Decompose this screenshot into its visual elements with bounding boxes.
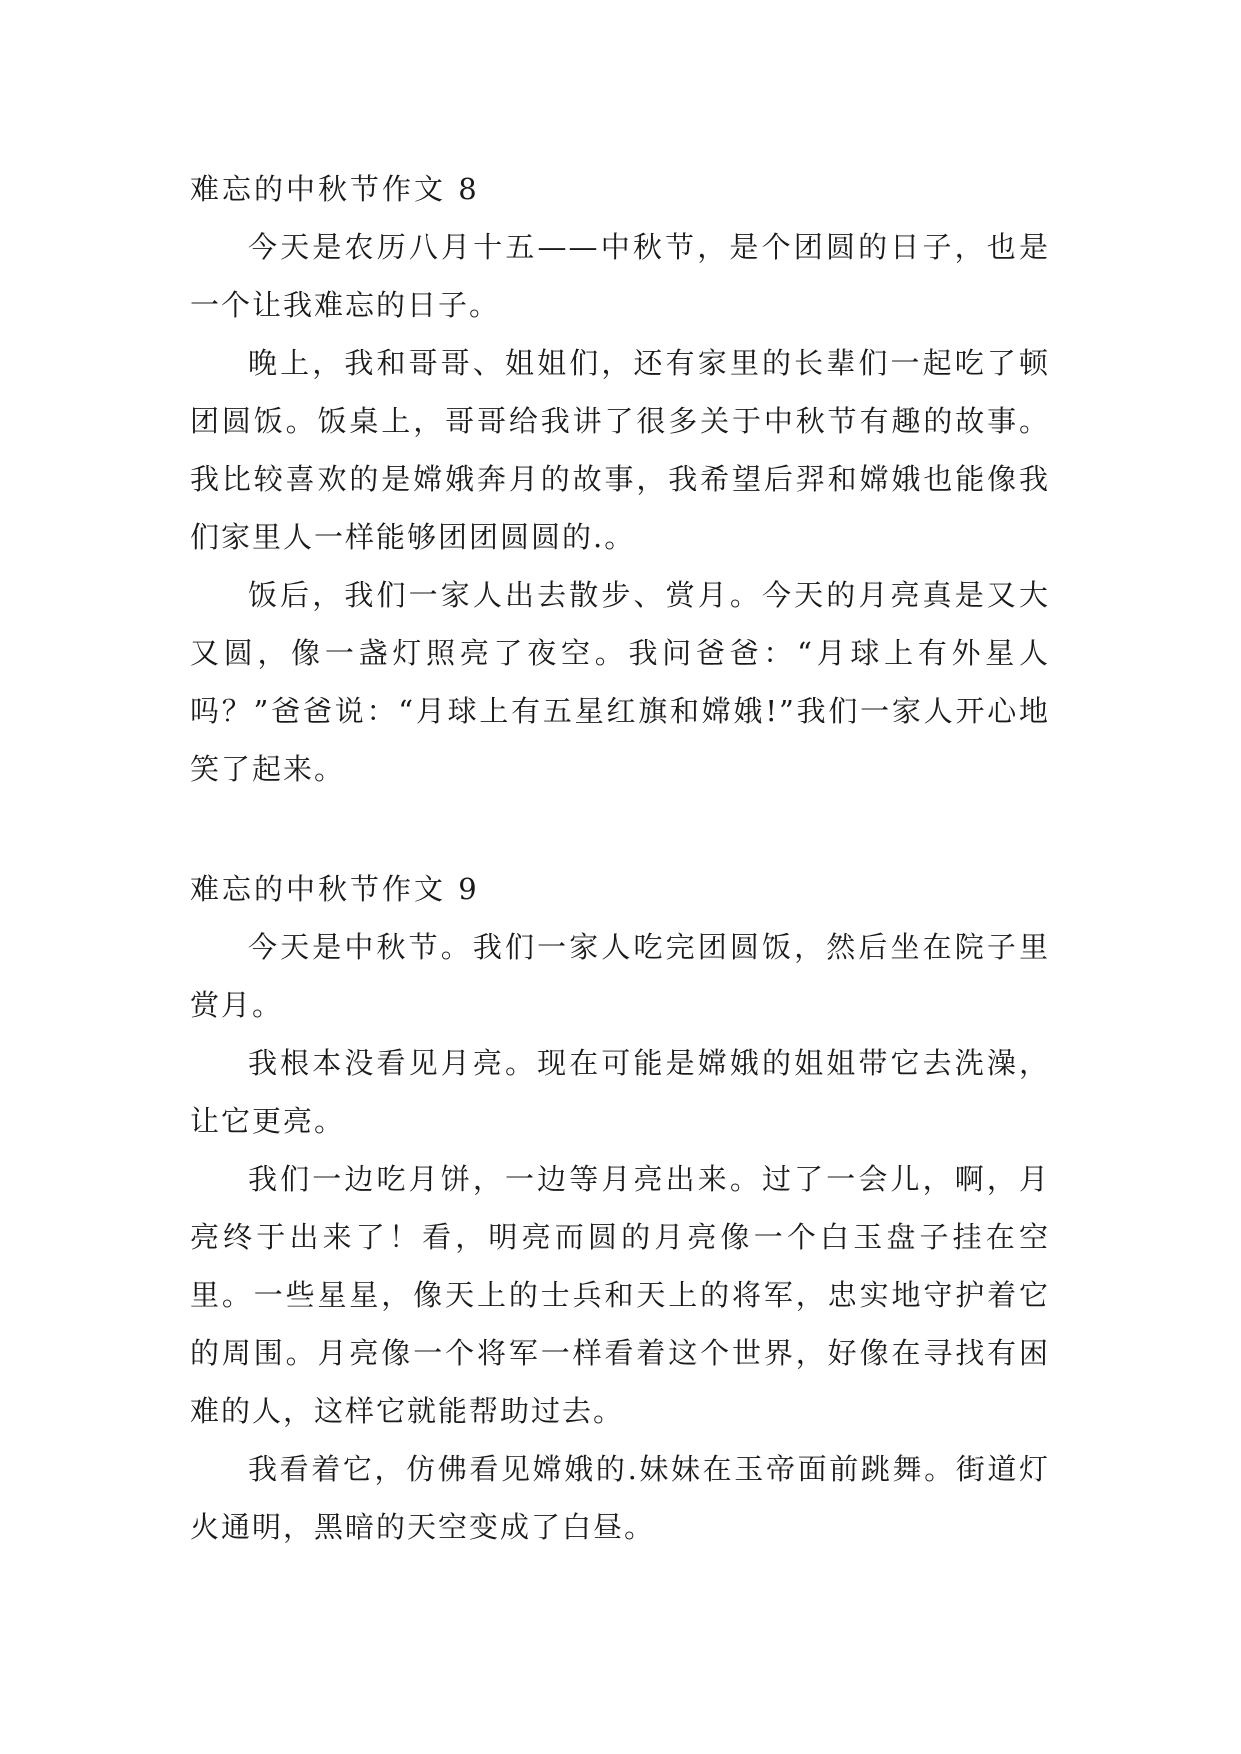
essay-paragraph: 今天是中秋节。我们一家人吃完团圆饭，然后坐在院子里赏月。 bbox=[190, 930, 1050, 1022]
essay-section-8 bbox=[190, 160, 1050, 798]
essay-paragraph: 我们一边吃月饼，一边等月亮出来。过了一会儿，啊，月亮终于出来了！看，明亮而圆的月亮像一个白玉盘子挂在空里。一些星星，像天上的士兵和天上的将军，忠实地守护着它的周围。月亮像一个将军一样看着这个世界，好像在寻找有困难的人，这样它就能帮助过去。 bbox=[190, 1162, 1050, 1428]
essay-section-9 bbox=[190, 860, 1050, 1556]
essay-title: 难忘的中秋节作文 9 bbox=[190, 872, 480, 906]
essay-paragraph: 我看着它，仿佛看见嫦娥的.妹妹在玉帝面前跳舞。街道灯火通明，黑暗的天空变成了白昼。 bbox=[190, 1452, 1050, 1544]
essay-title: 难忘的中秋节作文 8 bbox=[190, 172, 480, 206]
essay-paragraph: 饭后，我们一家人出去散步、赏月。今天的月亮真是又大又圆，像一盏灯照亮了夜空。我问爸爸：“月球上有外星人吗？”爸爸说：“月球上有五星红旗和嫦娥!”我们一家人开心地笑了起来。 bbox=[190, 578, 1050, 786]
essay-paragraph: 今天是农历八月十五——中秋节，是个团圆的日子，也是一个让我难忘的日子。 bbox=[190, 230, 1050, 322]
essay-paragraph: 晚上，我和哥哥、姐姐们，还有家里的长辈们一起吃了顿团圆饭。饭桌上，哥哥给我讲了很多关于中秋节有趣的故事。我比较喜欢的是嫦娥奔月的故事，我希望后羿和嫦娥也能像我们家里人一样能够团团圆圆的.。 bbox=[190, 346, 1050, 554]
essay-paragraph: 我根本没看见月亮。现在可能是嫦娥的姐姐带它去洗澡，让它更亮。 bbox=[190, 1046, 1050, 1138]
